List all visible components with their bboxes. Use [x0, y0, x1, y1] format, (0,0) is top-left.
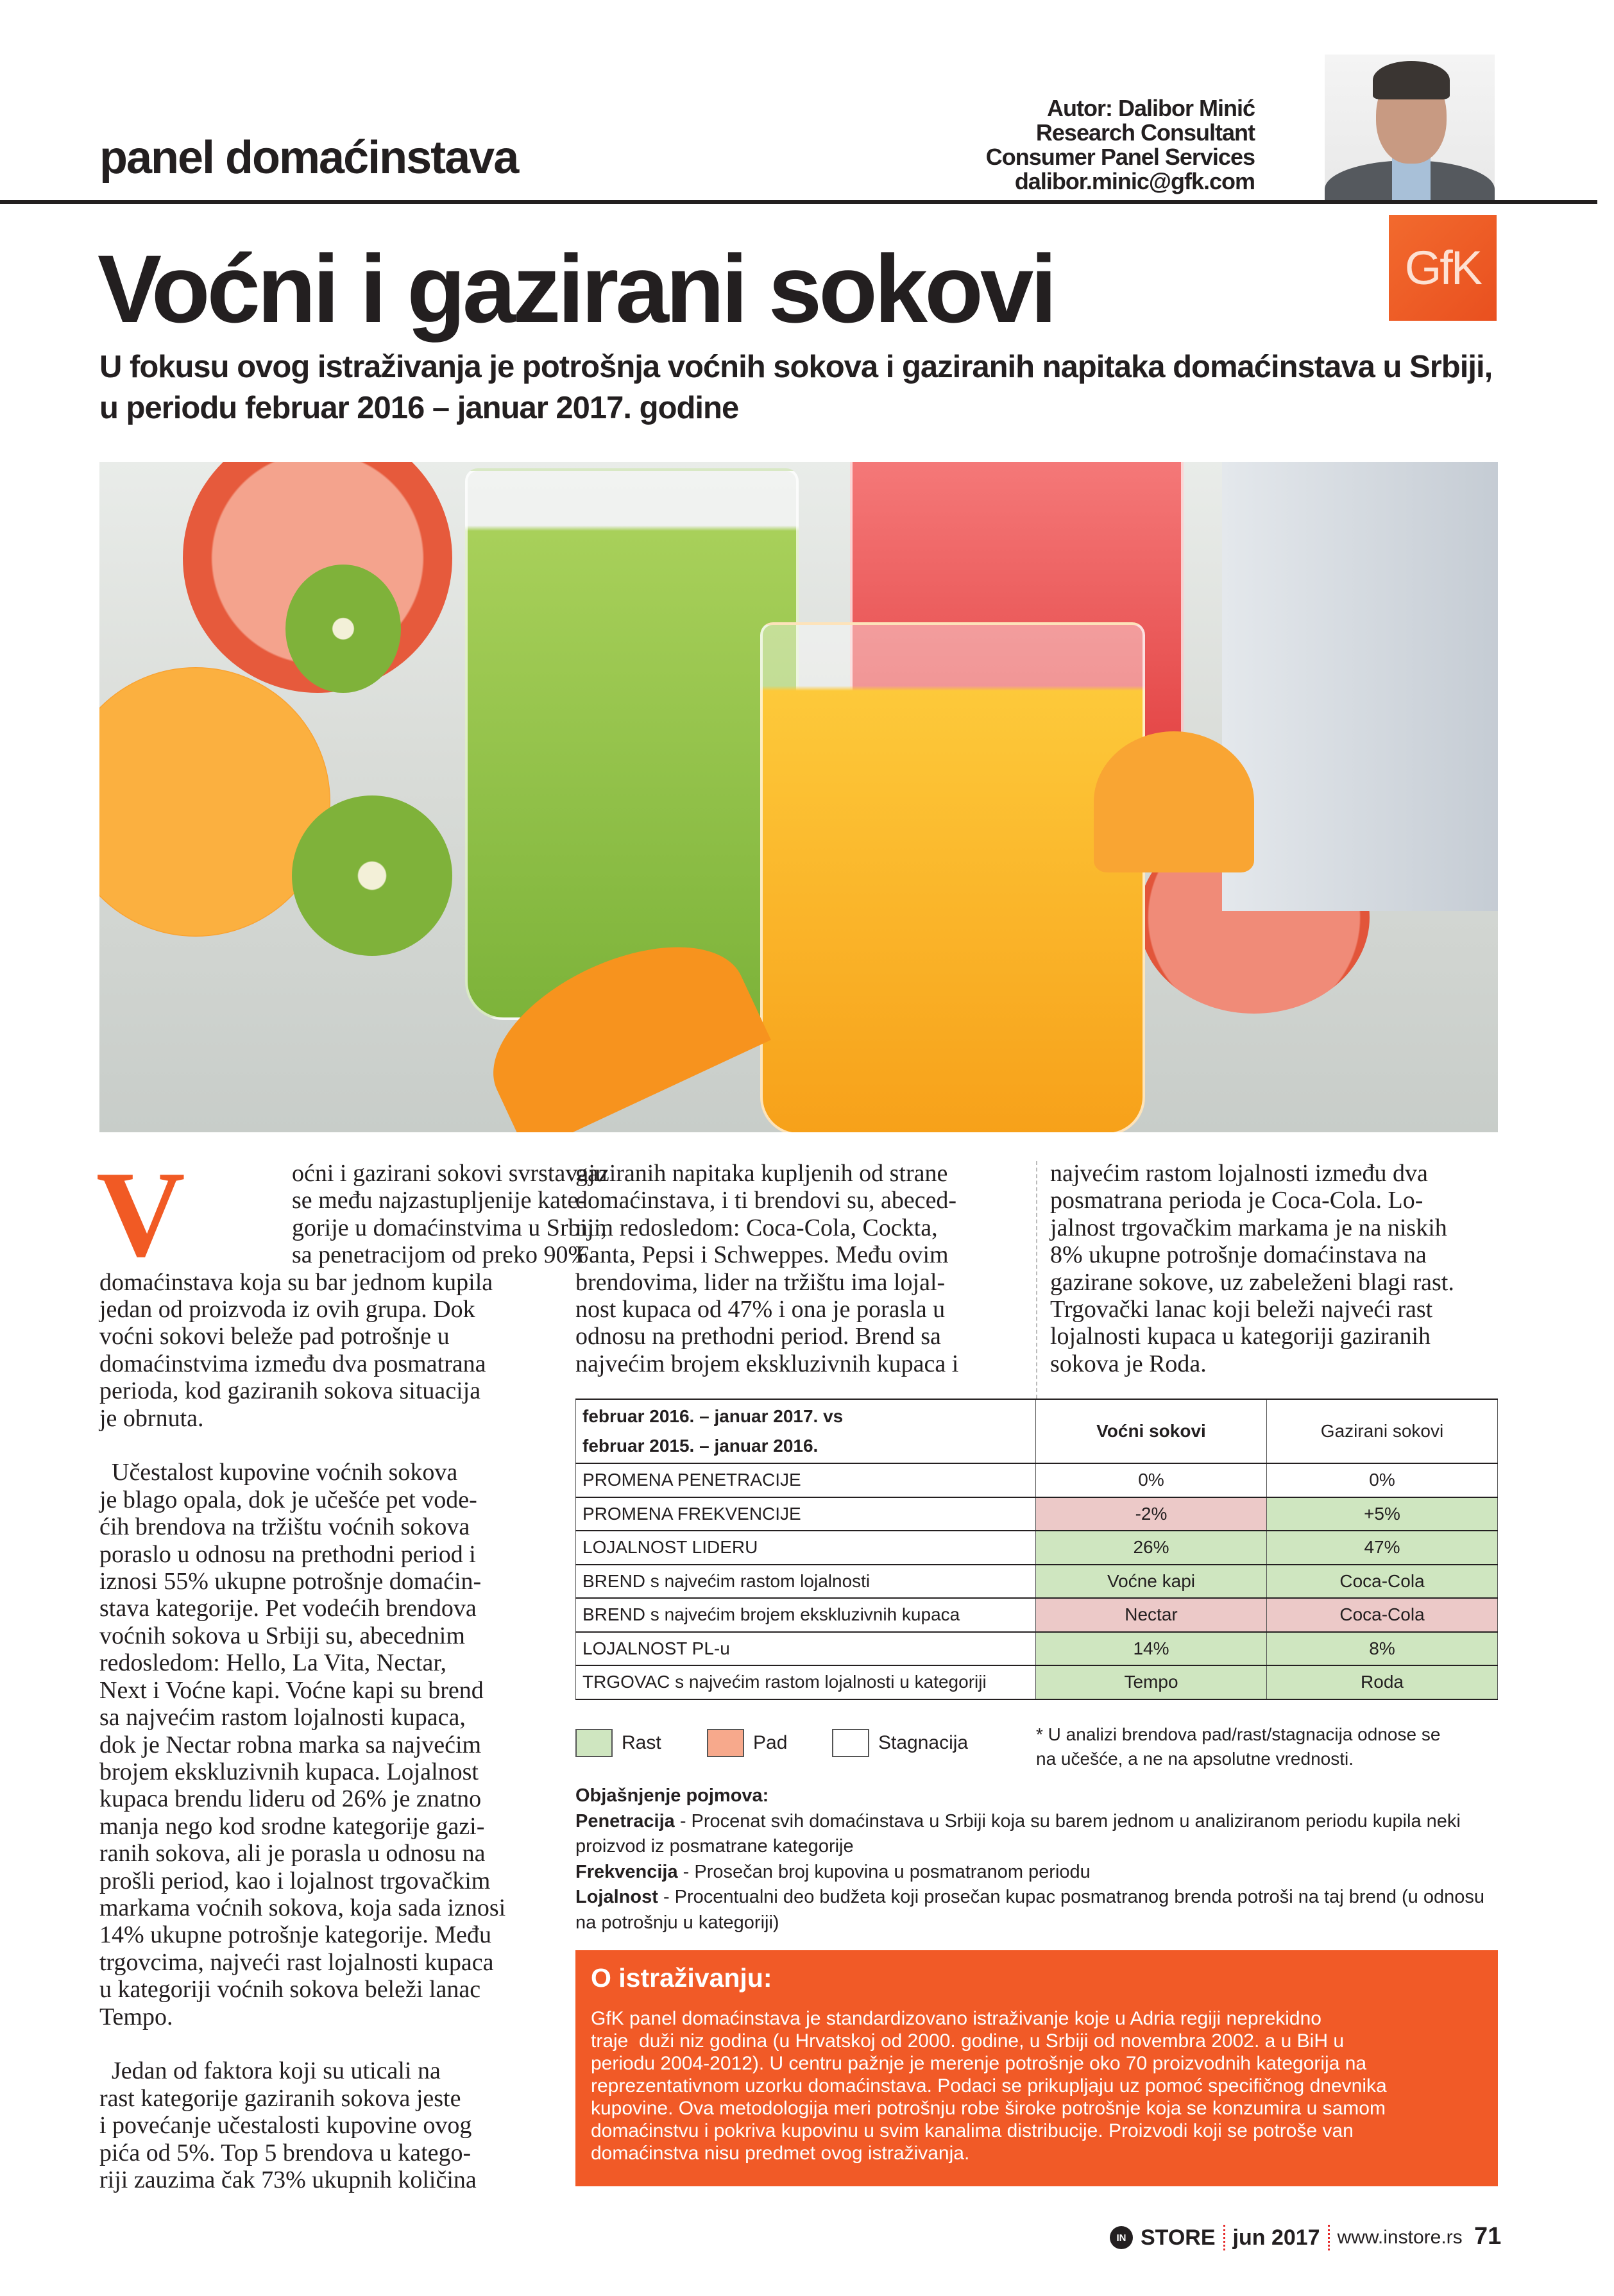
- soda-header: Gazirani sokovi: [1267, 1399, 1498, 1463]
- about-heading: O istraživanju:: [591, 1963, 772, 1993]
- author-department: Consumer Panel Services: [985, 144, 1255, 170]
- text-line: oćni i gazirani sokovi svrstavaju: [292, 1160, 607, 1187]
- text-line: je blago opala, dok je učešće pet vode-: [99, 1486, 477, 1513]
- author-name: Autor: Dalibor Minić: [1047, 95, 1255, 121]
- legend-item-stagnacija: [832, 1729, 968, 1757]
- header-divider: [0, 200, 1597, 204]
- about-line: periodu 2004-2012). U centru pažnje je merenje potrošnje oko 70 proizvodnih kategorija na: [591, 2053, 1367, 2074]
- definitions: [575, 1783, 1499, 1935]
- table-row: [576, 1598, 1498, 1632]
- text-line: nost kupaca od 47% i ona je porasla u: [575, 1296, 946, 1323]
- text-line: brojem ekskluzivnih kupaca. Lojalnost: [99, 1758, 479, 1785]
- text-line: domaćinstava, i ti brendovi su, abeced-: [575, 1187, 957, 1214]
- fruit-juice-header: Voćni sokovi: [1036, 1399, 1267, 1463]
- row-label: LOJALNOST PL-u: [576, 1632, 1036, 1666]
- text-line: iznosi 55% ukupne potrošnje domaćin-: [99, 1568, 482, 1595]
- soda-value: Roda: [1267, 1665, 1498, 1699]
- text-line: rast kategorije gaziranih sokova jeste: [99, 2084, 461, 2112]
- legend-swatch: [707, 1729, 744, 1757]
- text-line: domaćinstvima između dva posmatrana: [99, 1350, 486, 1377]
- author-role: Research Consultant: [1035, 119, 1255, 146]
- legend-label: Stagnacija: [878, 1732, 969, 1753]
- about-line: GfK panel domaćinstava je standardizovano istraživanje koje u Adria regiji neprekidno: [591, 2008, 1321, 2029]
- text-line: se među najzastupljenije kate-: [292, 1187, 586, 1214]
- text-line: Fanta, Pepsi i Schweppes. Među ovim: [575, 1241, 949, 1269]
- text-line: Učestalost kupovine voćnih sokova: [99, 1459, 458, 1486]
- text-line: Jedan od faktora koji su uticali na: [99, 2057, 441, 2085]
- footer-separator: [1328, 2225, 1330, 2250]
- article-subtitle: [99, 346, 1492, 429]
- text-line: prošli period, kao i lojalnost trgovačkim: [99, 1867, 491, 1894]
- period-line: februar 2016. – januar 2017. vs: [582, 1406, 844, 1426]
- legend-note: [1036, 1722, 1440, 1771]
- text-line: poraslo u odnosu na prethodni period i: [99, 1540, 476, 1568]
- definition-text: - Prosečan broj kupovina u posmatranom periodu: [677, 1861, 1091, 1882]
- column-divider: [1036, 1161, 1037, 1399]
- drop-cap: V: [96, 1146, 185, 1282]
- text-line: najvećim rastom lojalnosti između dva: [1050, 1160, 1428, 1187]
- text-line: 8% ukupne potrošnje domaćinstava na: [1050, 1241, 1427, 1269]
- table-header-row: [576, 1399, 1498, 1463]
- text-line: gaziranih napitaka kupljenih od strane: [575, 1160, 948, 1187]
- text-line: u kategoriji voćnih sokova beleži lanac: [99, 1976, 481, 2003]
- note-line: na učešće, a ne na apsolutne vrednosti.: [1036, 1749, 1354, 1769]
- footer: [1110, 2225, 1463, 2250]
- row-label: BREND s najvećim rastom lojalnosti: [576, 1565, 1036, 1599]
- legend-label: Pad: [753, 1732, 788, 1753]
- text-line: sa najvećim rastom lojalnosti kupaca,: [99, 1704, 466, 1731]
- text-line: Trgovački lanac koji beleži najveći rast: [1050, 1296, 1433, 1323]
- table-row: [576, 1497, 1498, 1531]
- text-line: brendovima, lider na tržištu ima lojal-: [575, 1268, 946, 1296]
- text-line: stava kategorije. Pet vodećih brendova: [99, 1595, 477, 1622]
- soda-value: 47%: [1267, 1531, 1498, 1565]
- note-line: * U analizi brendova pad/rast/stagnacija odnose se: [1036, 1724, 1441, 1744]
- legend-item-pad: [707, 1729, 787, 1757]
- text-line: riji zauzima čak 73% ukupnih količina: [99, 2166, 477, 2193]
- text-line: redosledom: Hello, La Vita, Nectar,: [99, 1649, 447, 1677]
- author-info: [986, 96, 1255, 194]
- fruit-juice-value: Voćne kapi: [1036, 1565, 1267, 1599]
- text-line: 14% ukupne potrošnje kategorije. Među: [99, 1921, 492, 1949]
- soda-value: 8%: [1267, 1632, 1498, 1666]
- text-line: i povećanje učestalosti kupovine ovog: [99, 2112, 472, 2139]
- text-line: Next i Voćne kapi. Voćne kapi su brend: [99, 1676, 484, 1704]
- table-row: [576, 1632, 1498, 1666]
- row-label: PROMENA PENETRACIJE: [576, 1463, 1036, 1497]
- text-line: domaćinstava koja su bar jednom kupila: [99, 1268, 493, 1296]
- subtitle-line: U fokusu ovog istraživanja je potrošnja voćnih sokova i gaziranih napitaka domaćinstava u Srbiji,: [99, 350, 1493, 384]
- text-line: jalnost trgovačkim markama je na niskih: [1050, 1214, 1447, 1241]
- text-line: gorije u domaćinstvima u Srbiji,: [292, 1214, 607, 1241]
- about-line: traje duži niz godina (u Hrvatskoj od 2000. godine, u Srbiji od novembra 2002. a u BiH u: [591, 2030, 1345, 2052]
- period-line: februar 2015. – januar 2016.: [582, 1436, 819, 1456]
- definition-text: - Procenat svih domaćinstava u Srbiji koja su barem jednom u analiziranom periodu kupila neki proizvod iz posmatrane kategorije: [575, 1810, 1461, 1857]
- text-line: ranih sokova, ali je porasla u odnosu na: [99, 1840, 486, 1867]
- juice-photo: [99, 462, 1498, 1132]
- text-line: jedan od proizvoda iz ovih grupa. Dok: [99, 1296, 475, 1323]
- article-column-3: [1050, 1160, 1454, 1377]
- definition-term: Penetracija: [575, 1810, 675, 1832]
- period-header: [576, 1399, 1036, 1463]
- text-line: sokova je Roda.: [1050, 1350, 1207, 1377]
- fruit-juice-value: 14%: [1036, 1632, 1267, 1666]
- fruit-juice-value: 0%: [1036, 1463, 1267, 1497]
- text-line: posmatrana perioda je Coca-Cola. Lo-: [1050, 1187, 1423, 1214]
- about-line: domaćinstva nisu predmet ovog istraživanja.: [591, 2143, 970, 2164]
- definition-penetracija: [575, 1809, 1499, 1860]
- footer-separator: [1223, 2225, 1225, 2250]
- about-line: domaćinstvu i pokriva kupovinu u svim kanalima distribucije. Proizvodi koji se potroše van: [591, 2120, 1354, 2141]
- magazine-name: STORE: [1141, 2225, 1216, 2250]
- definition-term: Frekvencija: [575, 1861, 678, 1882]
- definition-term: Lojalnost: [575, 1887, 658, 1907]
- about-line: kupovine. Ova metodologija meri potrošnju robe široke potrošnje koja se konzumira u samom: [591, 2098, 1386, 2119]
- text-line: trgovcima, najveći rast lojalnosti kupaca: [99, 1948, 494, 1976]
- text-line: najvećim brojem ekskluzivnih kupaca i: [575, 1350, 959, 1377]
- text-line: pića od 5%. Top 5 brendova u katego-: [99, 2139, 471, 2166]
- about-line: reprezentativnom uzorku domaćinstava. Podaci se prikupljaju uz pomoć specifičnog dnevnika: [591, 2075, 1387, 2096]
- text-line: manja nego kod srodne kategorije gazi-: [99, 1812, 485, 1840]
- subtitle-line: u periodu februar 2016 – januar 2017. godine: [99, 391, 739, 425]
- table-row: [576, 1565, 1498, 1599]
- author-photo: [1325, 55, 1495, 202]
- article-column-2: [575, 1160, 958, 1377]
- page-number: 71: [1474, 2223, 1502, 2250]
- table-row: [576, 1665, 1498, 1699]
- instore-logo-icon: IN: [1110, 2226, 1133, 2249]
- row-label: BREND s najvećim brojem ekskluzivnih kupaca: [576, 1598, 1036, 1632]
- gfk-logo: GfK: [1389, 215, 1497, 321]
- text-line: kupaca brendu lideru od 26% je znatno: [99, 1785, 482, 1813]
- definitions-heading: Objašnjenje pojmova:: [575, 1785, 769, 1806]
- fruit-juice-value: -2%: [1036, 1497, 1267, 1531]
- author-email[interactable]: dalibor.minic@gfk.com: [1014, 168, 1255, 194]
- text-line: voćnih sokova u Srbiji su, abecednim: [99, 1622, 465, 1649]
- legend-swatch: [832, 1729, 869, 1757]
- row-label: PROMENA FREKVENCIJE: [576, 1497, 1036, 1531]
- text-line: sa penetracijom od preko 90%: [292, 1241, 589, 1269]
- about-research-box: [575, 1950, 1498, 2186]
- website-link[interactable]: www.instore.rs: [1337, 2227, 1463, 2248]
- text-line: nim redosledom: Coca-Cola, Cockta,: [575, 1214, 938, 1241]
- article-title: Voćni i gazirani sokovi: [98, 235, 1054, 343]
- issue-date: jun 2017: [1232, 2225, 1320, 2250]
- text-line: dok je Nectar robna marka sa najvećim: [99, 1731, 482, 1758]
- table-row: [576, 1531, 1498, 1565]
- article-column-1: [99, 1160, 607, 2193]
- soda-value: Coca-Cola: [1267, 1598, 1498, 1632]
- fruit-juice-value: Nectar: [1036, 1598, 1267, 1632]
- text-line: ćih brendova na tržištu voćnih sokova: [99, 1513, 470, 1541]
- text-line: je obrnuta.: [99, 1404, 204, 1432]
- legend-item-rast: [575, 1729, 661, 1757]
- comparison-table: [575, 1399, 1498, 1700]
- soda-value: +5%: [1267, 1497, 1498, 1531]
- legend-label: Rast: [622, 1732, 661, 1753]
- table-row: [576, 1463, 1498, 1497]
- definition-frekvencija: [575, 1860, 1499, 1885]
- fruit-juice-value: 26%: [1036, 1531, 1267, 1565]
- soda-value: 0%: [1267, 1463, 1498, 1497]
- definition-text: - Procentualni deo budžeta koji prosečan kupac posmatranog brenda potroši na taj brend (u odnosu na potrošnju u kategoriji): [575, 1887, 1484, 1933]
- legend-swatch: [575, 1729, 613, 1757]
- text-line: perioda, kod gaziranih sokova situacija: [99, 1377, 481, 1405]
- text-line: Tempo.: [99, 2003, 173, 2030]
- text-line: voćni sokovi beleže pad potrošnje u: [99, 1323, 450, 1350]
- text-line: gazirane sokove, uz zabeleženi blagi rast.: [1050, 1268, 1454, 1296]
- soda-value: Coca-Cola: [1267, 1565, 1498, 1599]
- text-line: odnosu na prethodni period. Brend sa: [575, 1323, 941, 1350]
- row-label: LOJALNOST LIDERU: [576, 1531, 1036, 1565]
- section-label: panel domaćinstava: [99, 132, 518, 183]
- fruit-juice-value: Tempo: [1036, 1665, 1267, 1699]
- row-label: TRGOVAC s najvećim rastom lojalnosti u kategoriji: [576, 1665, 1036, 1699]
- about-text: [591, 2007, 1482, 2164]
- text-line: lojalnosti kupaca u kategoriji gaziranih: [1050, 1323, 1431, 1350]
- text-line: markama voćnih sokova, koja sada iznosi: [99, 1894, 506, 1921]
- definition-lojalnost: [575, 1885, 1499, 1935]
